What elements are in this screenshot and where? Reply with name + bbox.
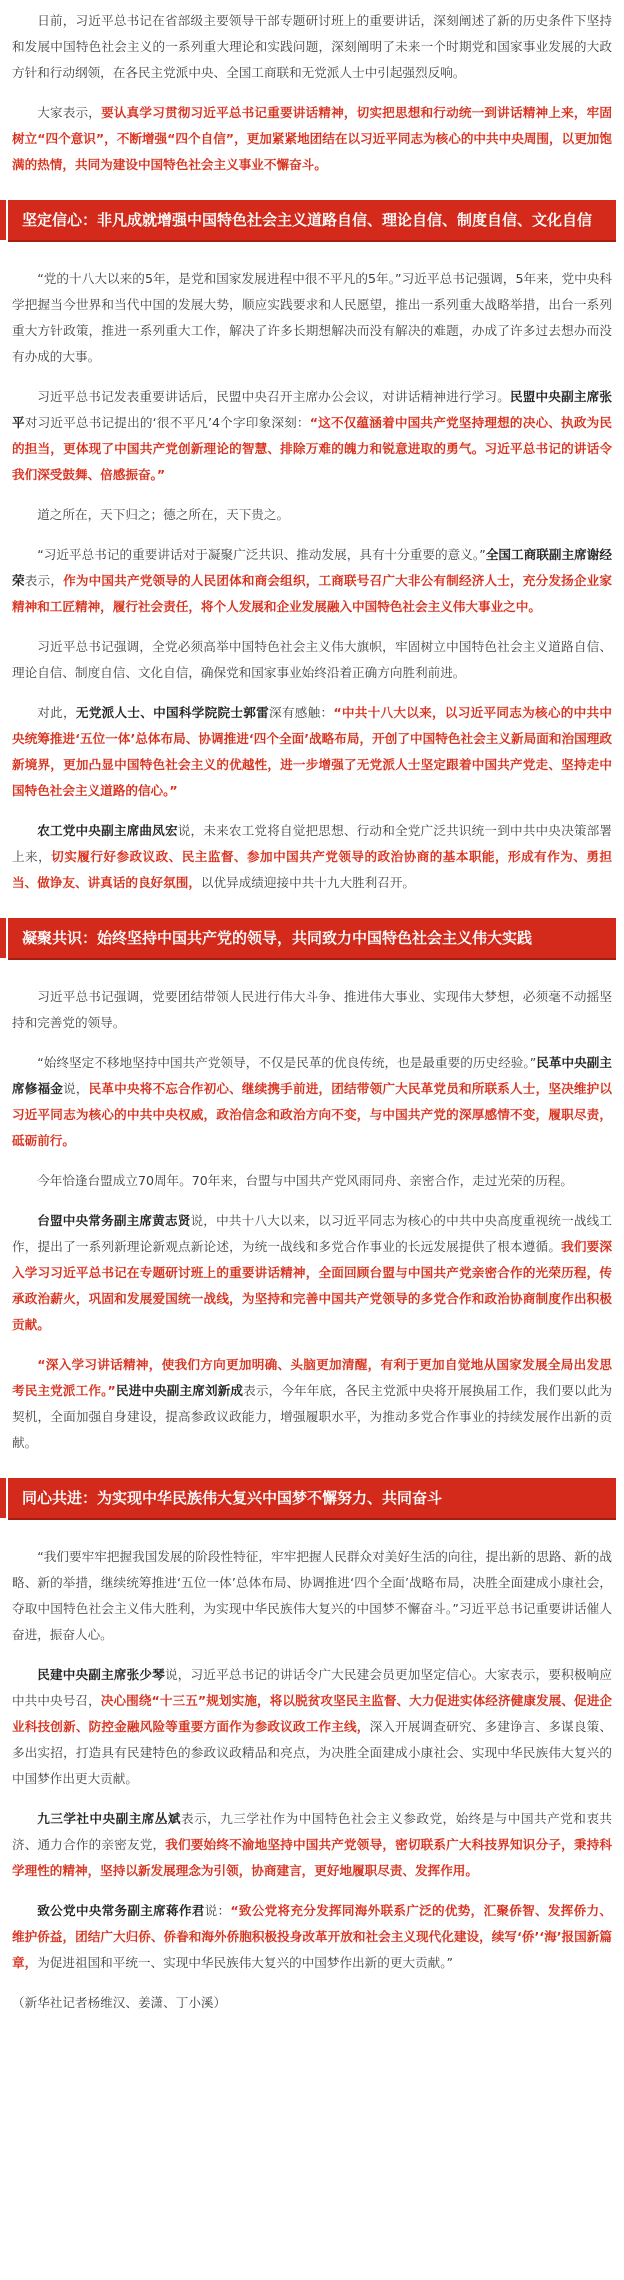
text: 表示，今年年底，各民主党派中央将开展换届工作，我们要以此为契机，全面加强自身建设，提高参政议政能力，增强履职水平，为推动多党合作事业的持续发展作出新的贡献。 xyxy=(12,1383,613,1450)
highlight-text: “这不仅蕴涵着中国共产党坚持理想的决心、执政为民的担当，更体现了中国共产党创新理论的智慧、排除万难的魄力和锐意进取的勇气。习近平总书记的讲话令我们深受鼓舞、倍感振奋。” xyxy=(12,415,613,482)
text: 说，中共十八大以来，以习近平同志为核心的中共中央高度重视统一战线工作，提出了一系列新理论新观点新论述，为统一战线和多党合作事业的长远发展提供了根本遵循。 xyxy=(12,1213,613,1254)
highlight-text: “深入学习讲话精神，使我们方向更加明确、头脑更加清醒，有利于更加自觉地从国家发展全局出发思考民主党派工作。” xyxy=(12,1357,612,1398)
speaker-name: 民革中央副主席修福金 xyxy=(12,1055,613,1096)
text: 深有感触： xyxy=(268,705,334,720)
highlight-text: 要认真学习贯彻习近平总书记重要讲话精神，切实把思想和行动统一到讲话精神上来，牢固树立“四个意识”，不断增强“四个自信”，更加紧紧地团结在以习近平同志为核心的中共中央周围，以更加饱满的热情，共同为建设中国特色社会主义事业不懈奋斗。 xyxy=(12,105,613,172)
text: “始终坚定不移地坚持中国共产党领导，不仅是民革的优良传统，也是最重要的历史经验。” xyxy=(37,1055,537,1070)
highlight-text: 作为中国共产党领导的人民团体和商会组织，工商联号召广大非公有制经济人士，充分发扬企业家精神和工匠精神，履行社会责任，将个人发展和企业发展融入中国特色社会主义伟大事业之中。 xyxy=(12,573,613,614)
text: 习近平总书记发表重要讲话后，民盟中央召开主席办公会议，对讲话精神进行学习。 xyxy=(37,389,510,404)
text: 说， xyxy=(63,1081,89,1096)
text: 说，习近平总书记的讲话令广大民建会员更加坚定信心。大家表示，要积极响应中共中央号召， xyxy=(12,1667,613,1708)
highlight-text: 切实履行好参政议政、民主监督、参加中国共产党领导的政治协商的基本职能，形成有作为、勇担当、做诤友、讲真话的良好氛围， xyxy=(12,849,613,890)
text: 说： xyxy=(204,1903,231,1918)
paragraph xyxy=(12,542,612,620)
paragraph: “党的十八大以来的5年，是党和国家发展进程中很不平凡的5年。”习近平总书记强调，5年来，党中央科学把握当今世界和当代中国的发展大势，顺应实践要求和人民愿望，推出一系列重大战略举措，出台一系列重大方针政策，推进一系列重大工作，解决了许多长期想解决而没有解决的难题，办成了许多过去想办而没有办成的大事。 xyxy=(12,271,612,364)
paragraph xyxy=(12,1208,612,1338)
speaker-name: 民进中央副主席刘新成 xyxy=(115,1383,244,1398)
paragraph: 习近平总书记强调，全党必须高举中国特色社会主义伟大旗帜，牢固树立中国特色社会主义道路自信、理论自信、制度自信、文化自信，确保党和国家事业始终沿着正确方向胜利前进。 xyxy=(12,639,612,680)
text: 表示， xyxy=(24,573,64,588)
text: 大家表示， xyxy=(37,105,102,120)
text: 以优异成绩迎接中共十九大胜利召开。 xyxy=(200,875,415,890)
paragraph: 习近平总书记强调，党要团结带领人民进行伟大斗争、推进伟大事业、实现伟大梦想，必须毫不动摇坚持和完善党的领导。 xyxy=(12,989,612,1030)
paragraph xyxy=(12,384,612,488)
speaker-name: 台盟中央常务副主席黄志贤 xyxy=(37,1213,191,1228)
speaker-name: 民建中央副主席张少琴 xyxy=(37,1667,165,1682)
paragraph xyxy=(12,1806,612,1884)
paragraph xyxy=(12,1352,612,1456)
paragraph xyxy=(12,700,612,804)
paragraph xyxy=(12,1898,612,1976)
paragraph xyxy=(12,1050,612,1154)
text: 对此， xyxy=(37,705,76,720)
paragraph: 今年恰逢台盟成立70周年。70年来，台盟与中国共产党风雨同舟、亲密合作，走过光荣的历程。 xyxy=(37,1173,573,1188)
text: “习近平总书记的重要讲话对于凝聚广泛共识、推动发展，具有十分重要的意义。” xyxy=(37,547,486,562)
byline: （新华社记者杨维汉、姜潇、丁小溪） xyxy=(12,1995,227,2010)
paragraph: 道之所在，天下归之；德之所在，天下贵之。 xyxy=(37,507,290,522)
speaker-name: 致公党中央常务副主席蒋作君 xyxy=(37,1903,205,1918)
text: 深入开展调查研究、多建诤言、多谋良策、多出实招，打造具有民建特色的参政议政精品和亮点，为决胜全面建成小康社会、实现中华民族伟大复兴的中国梦作出更大贡献。 xyxy=(12,1719,613,1786)
text: 对习近平总书记提出的‘很不平凡’4个字印象深刻： xyxy=(24,415,310,430)
speaker-name: 九三学社中央副主席丛斌 xyxy=(37,1811,182,1826)
highlight-text: 决心围绕“十三五”规划实施，将以脱贫攻坚民主监督、大力促进实体经济健康发展、促进企业科技创新、防控金融风险等重要方面作为参政议政工作主线， xyxy=(12,1693,613,1734)
highlight-text: 民革中央将不忘合作初心、继续携手前进，团结带领广大民革党员和所联系人士，坚决维护以习近平同志为核心的中共中央权威，政治信念和政治方向不变，与中国共产党的深厚感情不变，履职尽责，砥砺前行。 xyxy=(12,1081,613,1148)
section-heading-progress: 同心共进：为实现中华民族伟大复兴中国梦不懈努力、共同奋斗 xyxy=(8,1478,616,1518)
highlight-text: 我们要深入学习习近平总书记在专题研讨班上的重要讲话精神，全面回顾台盟与中国共产党亲密合作的光荣历程，传承政治薪火，巩固和发展爱国统一战线，为坚持和完善中国共产党领导的多党合作和政治协商制度作出积极贡献。 xyxy=(12,1239,613,1332)
intro-paragraph: 日前，习近平总书记在省部级主要领导干部专题研讨班上的重要讲话，深刻阐述了新的历史条件下坚持和发展中国特色社会主义的一系列重大理论和实践问题，深刻阐明了未来一个时期党和国家事业发展的大政方针和行动纲领，在各民主党派中央、全国工商联和无党派人士中引起强烈反响。 xyxy=(12,13,612,80)
highlight-text: “致公党将充分发挥同海外联系广泛的优势，汇聚侨智、发挥侨力、维护侨益，团结广大归侨、侨眷和海外侨胞积极投身改革开放和社会主义现代化建设，续写‘侨’‘海’报国新篇章， xyxy=(12,1903,613,1970)
speaker-name: 无党派人士、中国科学院院士郭雷 xyxy=(75,705,269,720)
section-heading-confidence: 坚定信心：非凡成就增强中国特色社会主义道路自信、理论自信、制度自信、文化自信 xyxy=(8,200,616,240)
highlight-text: 我们要始终不渝地坚持中国共产党领导，密切联系广大科技界知识分子，秉持科学理性的精神，坚持以新发展理念为引领，协商建言，更好地履职尽责、发挥作用。 xyxy=(12,1837,613,1878)
highlight-text: “中共十八大以来，以习近平同志为核心的中共中央统筹推进‘五位一体’总体布局、协调推进‘四个全面’战略布局，开创了中国特色社会主义新局面和治国理政新境界，更加凸显中国特色社会主义的优越性，进一步增强了无党派人士坚定跟着中国共产党走、坚持走中国特色社会主义道路的信心。” xyxy=(12,705,613,798)
text: 为促进祖国和平统一、实现中华民族伟大复兴的中国梦作出新的更大贡献。” xyxy=(37,1955,454,1970)
speaker-name: 农工党中央副主席曲凤宏 xyxy=(37,823,178,838)
paragraph xyxy=(12,1662,612,1792)
text: 表示，九三学社作为中国特色社会主义参政党，始终是与中国共产党和衷共济、通力合作的亲密友党， xyxy=(12,1811,613,1852)
paragraph xyxy=(12,818,612,896)
paragraph: “我们要牢牢把握我国发展的阶段性特征，牢牢把握人民群众对美好生活的向往，提出新的思路、新的战略、新的举措，继续统筹推进‘五位一体’总体布局、协调推进‘四个全面’战略布局，决胜全面建成小康社会，夺取中国特色社会主义伟大胜利，为实现中华民族伟大复兴的中国梦不懈奋斗。”习近平总书记重要讲话催人奋进，振奋人心。 xyxy=(12,1549,612,1642)
section-heading-consensus: 凝聚共识：始终坚持中国共产党的领导，共同致力中国特色社会主义伟大实践 xyxy=(8,918,616,958)
speaker-name: 全国工商联副主席谢经荣 xyxy=(12,547,613,588)
text: 说，未来农工党将自觉把思想、行动和全党广泛共识统一到中共中央决策部署上来， xyxy=(12,823,613,864)
intro-paragraph xyxy=(12,100,612,178)
speaker-name: 民盟中央副主席张平 xyxy=(12,389,613,430)
